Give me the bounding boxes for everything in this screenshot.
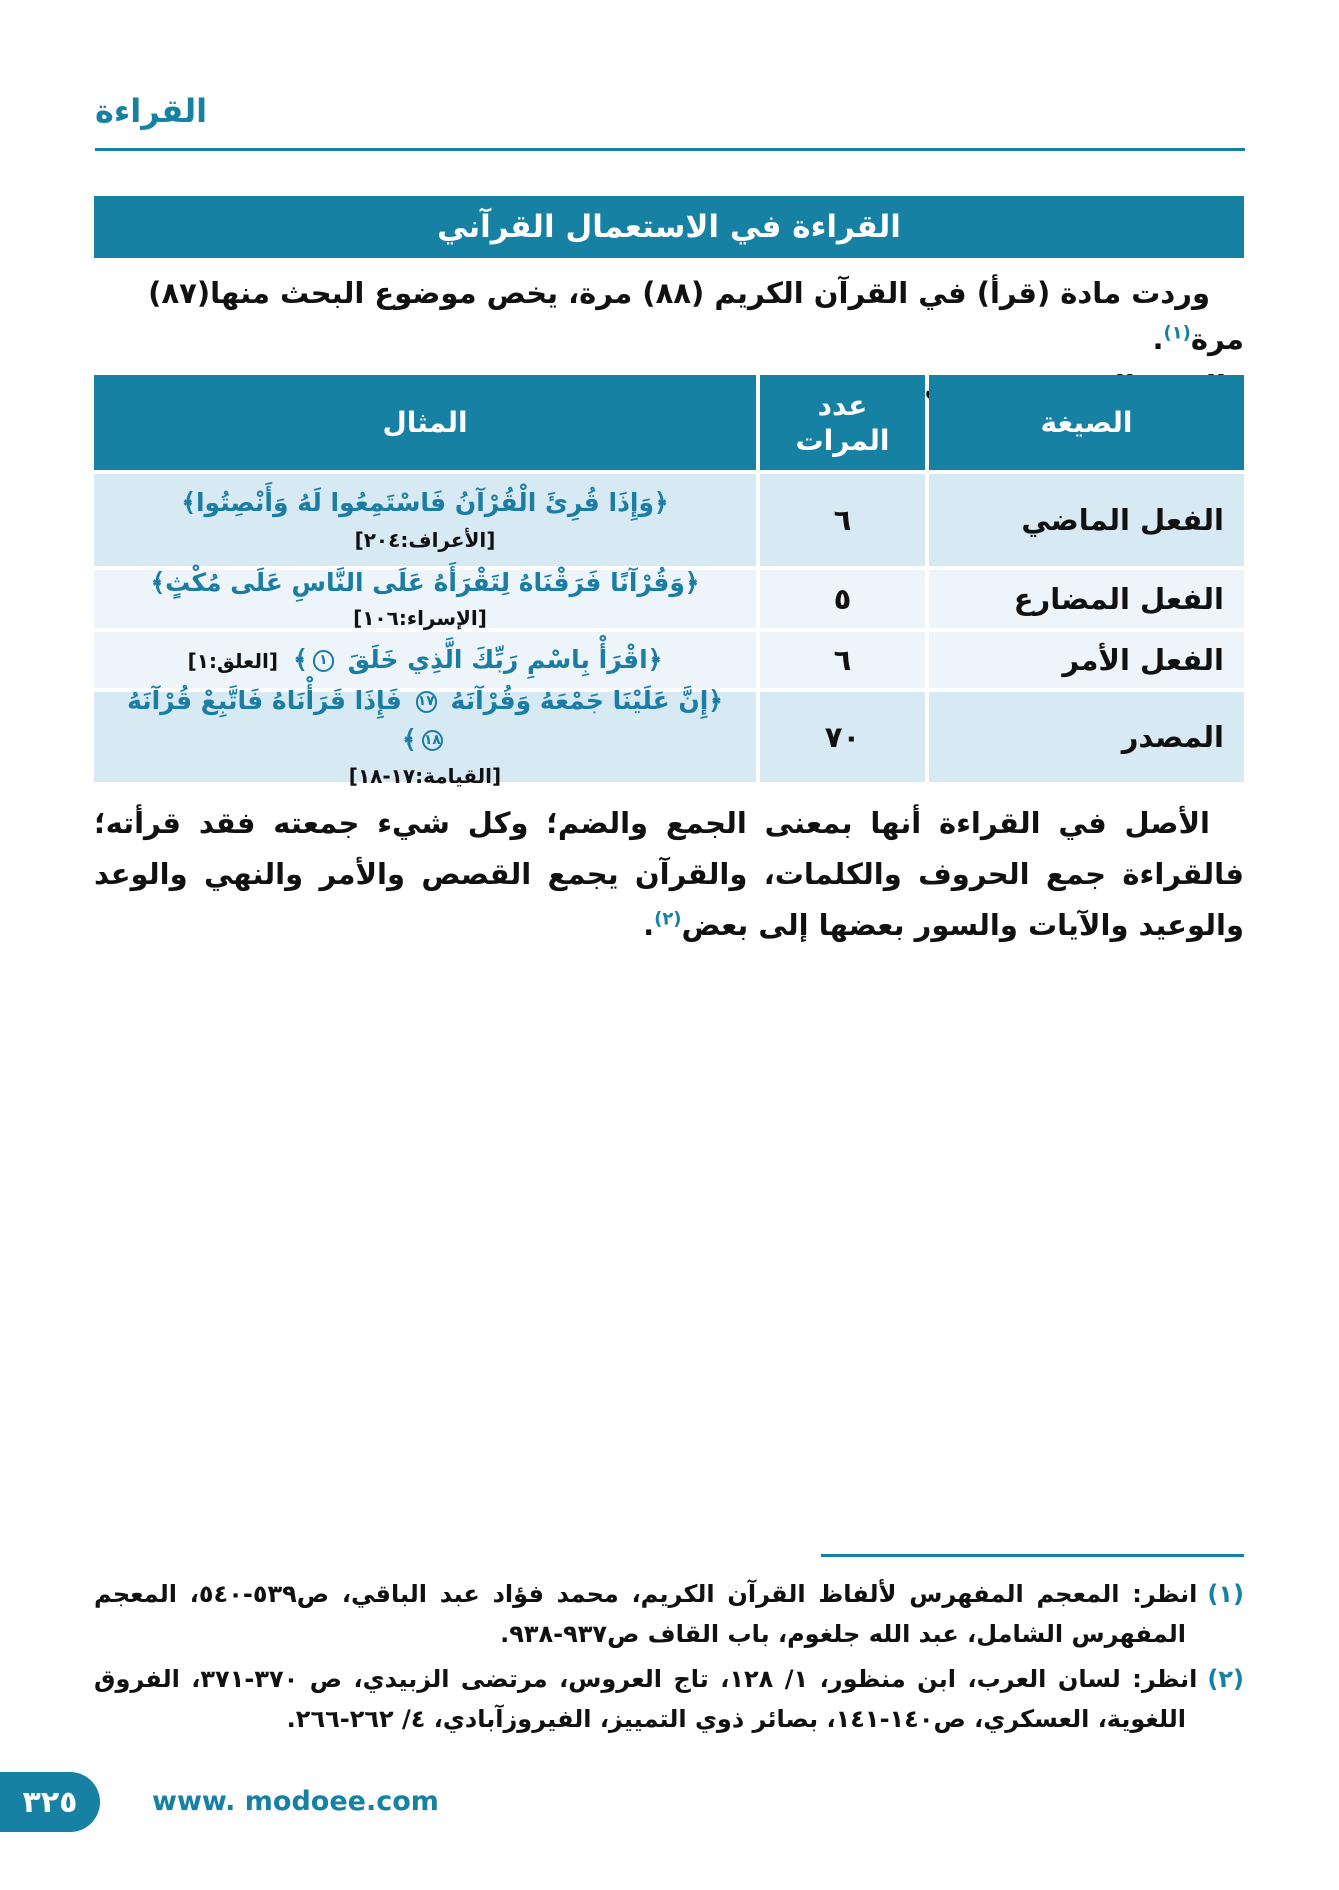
header-rule [95,148,1245,151]
table-cell-example [94,685,756,789]
table-cell-count: ٦ [760,474,925,566]
table-cell-example [94,632,756,688]
verse-reference: [العلق:١] [187,648,278,673]
table-cell-form: الفعل المضارع [929,570,1244,628]
body-paragraph [94,798,1244,950]
running-head-chapter: القراءة [95,92,208,130]
section-title: القراءة في الاستعمال القرآني [437,209,901,245]
table-header-form: الصيغة [929,375,1244,470]
table-cell-count: ٦ [760,632,925,688]
table-cell-count: ٧٠ [760,692,925,782]
table-cell-count: ٥ [760,570,925,628]
table-cell-form: الفعل الأمر [929,632,1244,688]
footnote-text: انظر: لسان العرب، ابن منظور، ١/ ١٢٨، تاج العروس، مرتضى الزبيدي، ص ٣٧٠-٣٧١، الفروق اللغوية، العسكري، ص١٤٠-١٤١، بصائر ذوي التمييز، الفيروزآبادي، ٤/ ٢٦٢-٢٦٦. [94,1664,1198,1733]
website-link[interactable]: www. modoee.com [152,1786,439,1817]
table-header-count: عدد المرات [760,375,925,470]
section-title-bar [94,196,1244,258]
ayah-number-ornament: ١٧ [416,691,437,712]
verse-reference: [القيامة:١٧-١٨] [348,764,502,789]
quran-verse: ﴿وَقُرْآنًا فَرَقْنَاهُ لِتَقْرَأَهُ عَلَى النَّاسِ عَلَى مُكْثٍ﴾ [150,568,700,598]
table-header-example: المثال [94,375,756,470]
verse-reference: [الإسراء:١٠٦] [353,605,487,630]
intro-period: . [1152,322,1164,357]
table-cell-example [94,474,756,566]
footnotes-block [94,1574,1244,1743]
footnote-2 [94,1659,1244,1740]
table-cell-example [94,570,756,628]
footnote-marker-1: (١) [1163,322,1191,344]
footnote-number: (٢) [1207,1664,1245,1693]
page-number: ٣٢٥ [22,1784,78,1820]
quran-usage-table [94,375,1244,789]
verse-reference: [الأعراف:٢٠٤] [354,527,496,552]
table-cell-form: المصدر [929,692,1244,782]
page-number-tab [0,1772,100,1832]
footnote-divider [821,1554,1244,1557]
intro-line-1 [94,270,1244,363]
ayah-number-ornament: ١ [313,650,334,671]
quran-verse: ﴿وَإِذَا قُرِئَ الْقُرْآنُ فَاسْتَمِعُوا لَهُ وَأَنْصِتُوا﴾ [181,488,669,518]
body-paragraph-period: . [643,907,655,942]
intro-text: وردت مادة (قرأ) في القرآن الكريم (٨٨) مرة، يخص موضوع البحث منها(٨٧) مرة [148,276,1244,357]
footnote-text: انظر: المعجم المفهرس لألفاظ القرآن الكريم، محمد فؤاد عبد الباقي، ص٥٣٩-٥٤٠، المعجم المفهرس الشامل، عبد الله جلغوم، باب القاف ص٩٣٧-٩٣٨. [94,1580,1198,1649]
footnote-number: (١) [1207,1580,1244,1608]
quran-verse: ﴿اقْرَأْ بِاسْمِ رَبِّكَ الَّذِي خَلَقَ ١﴾ [293,644,663,674]
ayah-number-ornament: ١٨ [422,730,443,751]
body-paragraph-text: الأصل في القراءة أنها بمعنى الجمع والضم؛ وكل شيء جمعته فقد قرأته؛ فالقراءة جمع الحروف والكلمات، والقرآن يجمع القصص والأمر والنهي والوعد والوعيد والآيات والسور بعضها إلى بعض [94,806,1244,942]
footnote-1 [94,1574,1244,1655]
table-cell-form: الفعل الماضي [929,474,1244,566]
footnote-marker-2: (٢) [654,907,682,929]
quran-verse: ﴿إِنَّ عَلَيْنَا جَمْعَهُ وَقُرْآنَهُ ١٧ فَإِذَا قَرَأْنَاهُ فَاتَّبِعْ قُرْآنَهُ ١٨﴾ [127,685,723,754]
